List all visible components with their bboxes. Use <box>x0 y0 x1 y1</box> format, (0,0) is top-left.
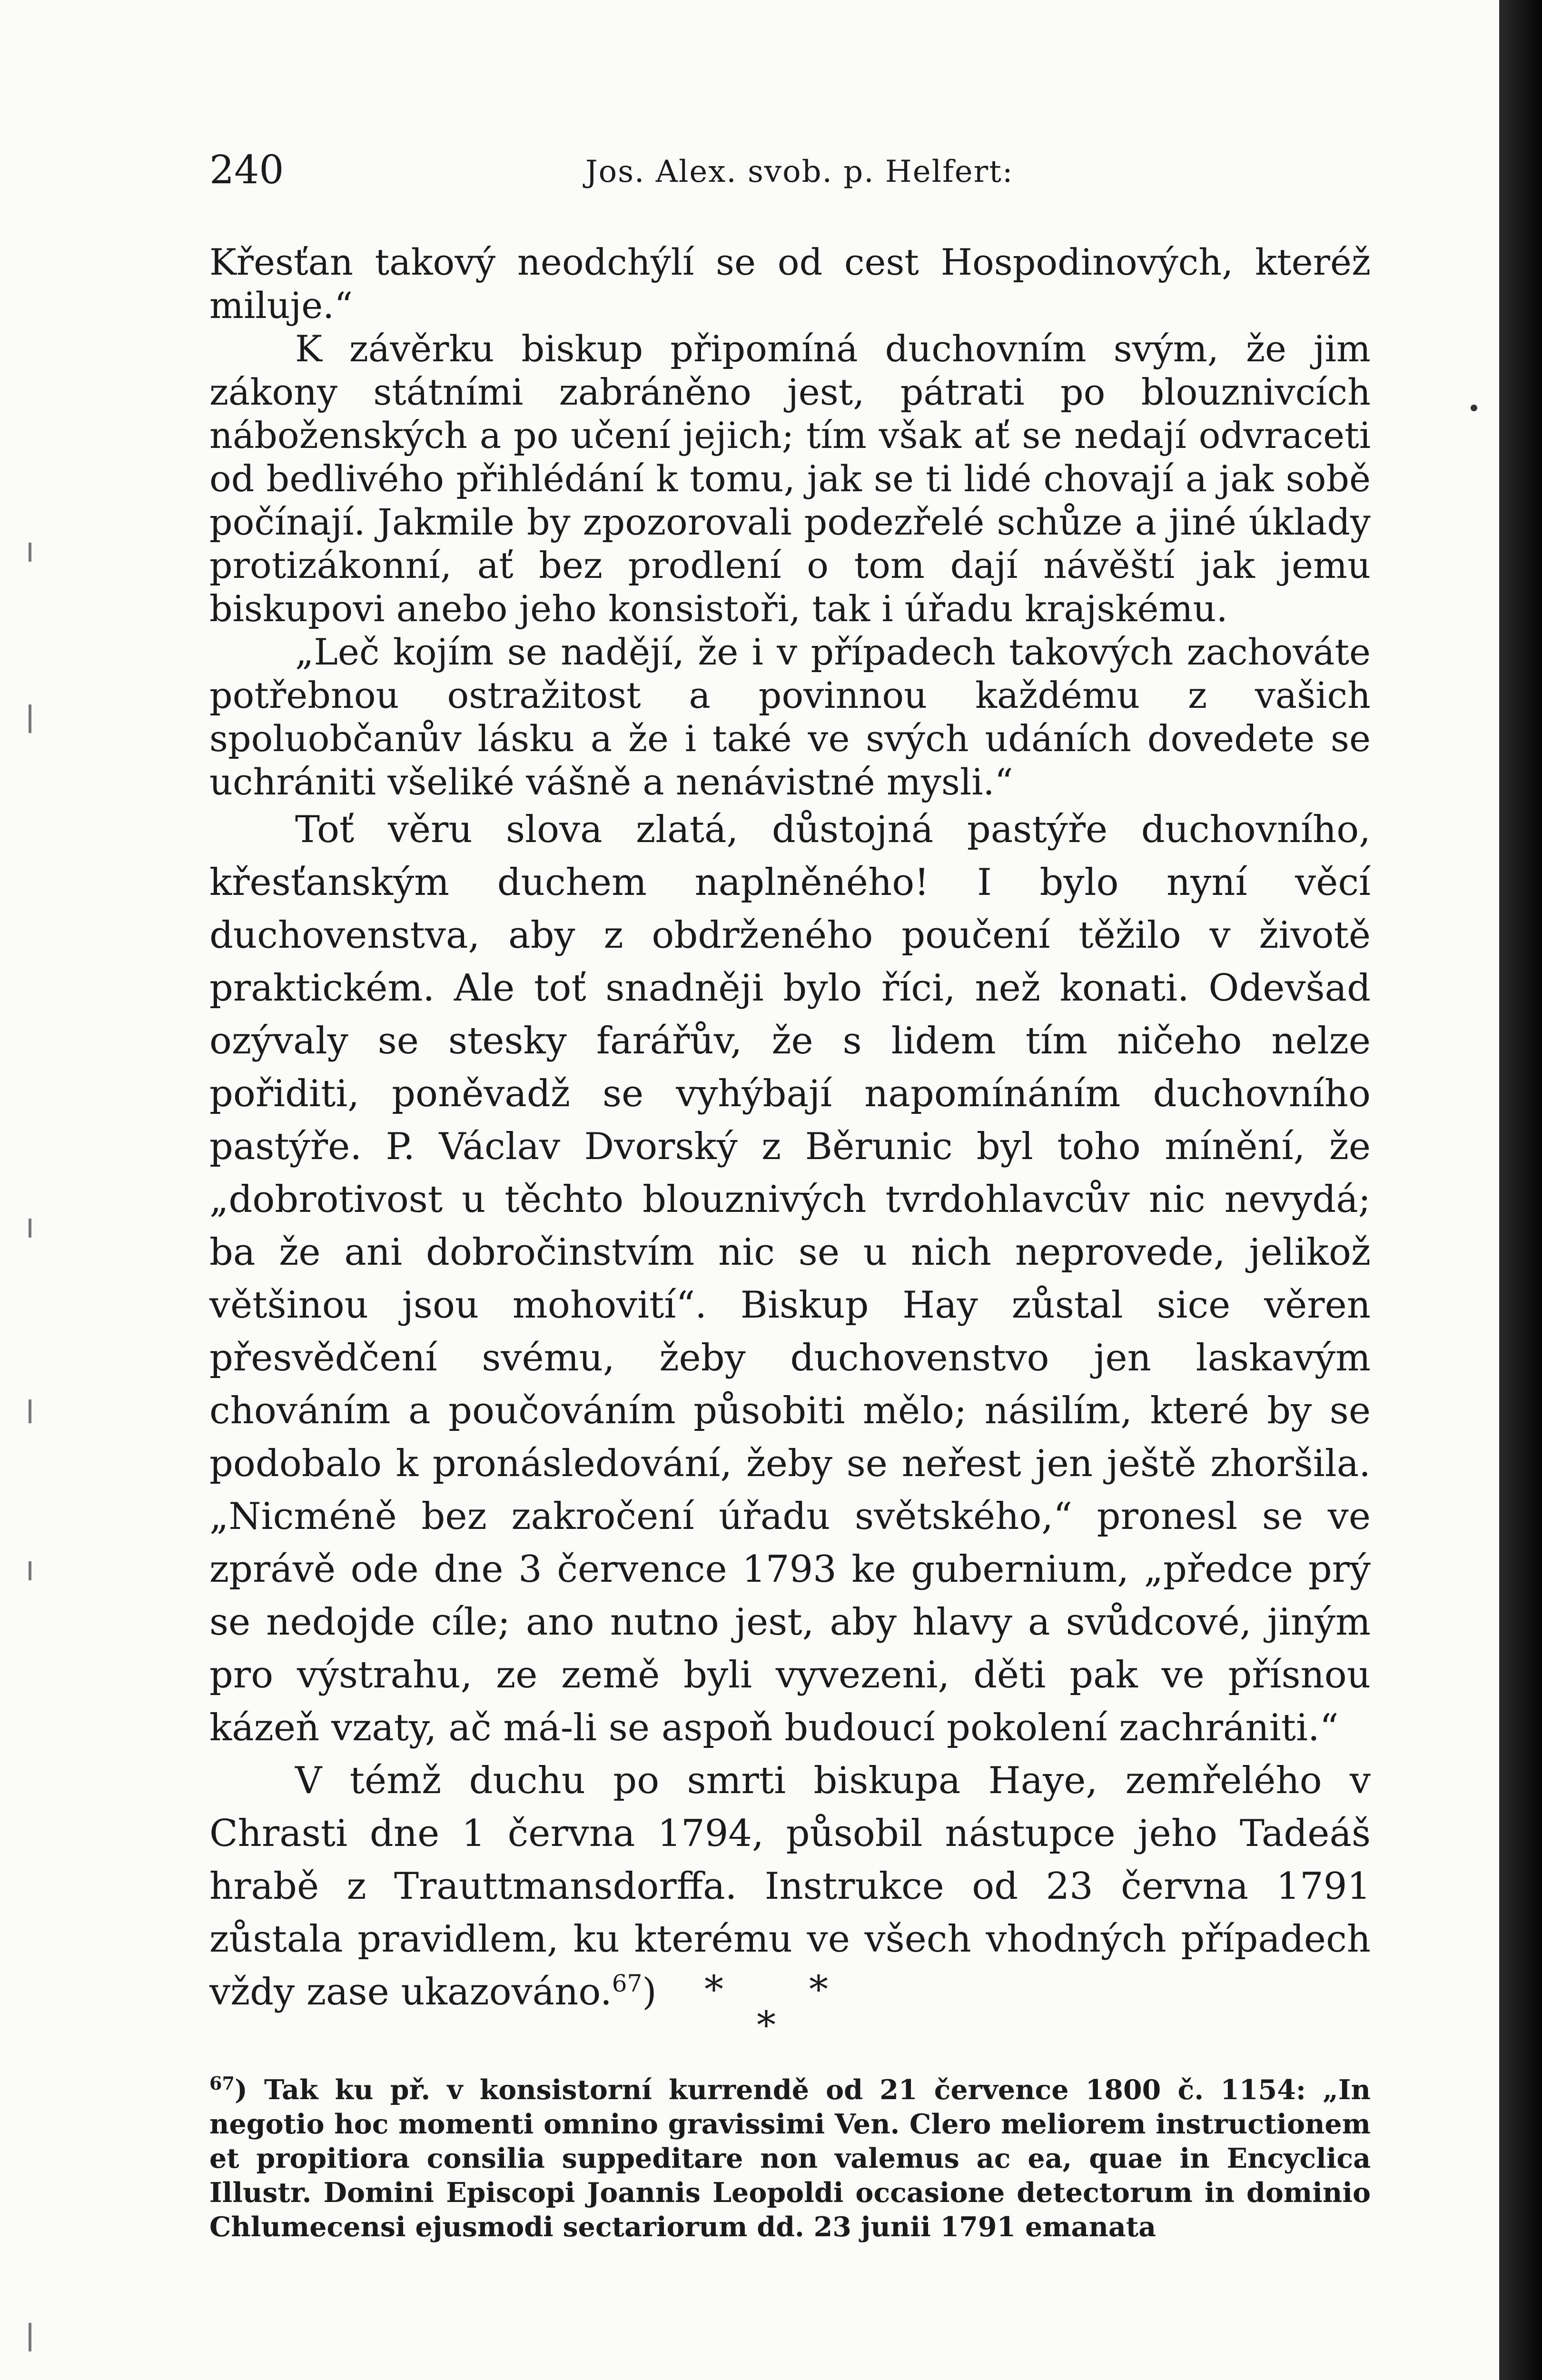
section-break <box>685 1961 847 2047</box>
margin-mark <box>29 543 31 562</box>
asterisk-icon: * <box>809 1967 828 2012</box>
paragraph: „Leč kojím se nadějí, že i v případech takových zachováte potřebnou ostražitost a povinnou každému z vašich spoluobčanův lásku a že i také ve svých udáních dovedete se uchrániti všeliké vášně a nenávistné mysli.“ <box>209 631 1371 803</box>
margin-mark <box>29 704 31 733</box>
asterisk-icon: * <box>704 1967 723 2012</box>
page-body <box>209 240 1371 2019</box>
book-spine <box>1499 0 1542 2380</box>
asterisk-icon: * <box>757 2003 776 2047</box>
page-number: 240 <box>209 148 284 193</box>
footnote-reference: 67 <box>612 1970 642 1997</box>
edge-dot <box>1471 405 1477 411</box>
margin-mark <box>29 1399 31 1423</box>
margin-mark <box>29 1561 31 1580</box>
footnote-marker: 67 <box>209 2073 235 2094</box>
footnote-paragraph <box>209 2073 1371 2244</box>
page-header <box>209 148 1371 200</box>
footnote <box>209 2073 1371 2244</box>
margin-mark <box>29 2323 31 2351</box>
quoted-section <box>209 240 1371 803</box>
running-head: Jos. Alex. svob. p. Helfert: <box>585 154 1014 189</box>
paragraph: Křesťan takový neodchýlí se od cest Hospodinových, kteréž miluje.“ <box>209 241 1371 327</box>
footnote-ref-close: ) <box>642 1971 657 2013</box>
margin-mark <box>29 1219 31 1238</box>
main-section <box>209 803 1371 2019</box>
footnote-text: ) Tak ku př. v konsistorní kurrendě od 21 července 1800 č. 1154: „In negotio hoc momenti omnino gravissimi Ven. Clero meliorem instructionem et propitiora consilia suppeditare non valemus ac ea, quae in Encyclica Illustr. Domini Episcopi Joannis Leopoldi occasione detectorum in dominio Chlumecensi ejusmodi sectariorum dd. 23 junii 1791 emanata <box>209 2074 1371 2243</box>
paragraph: K závěrku biskup připomíná duchovním svým, že jim zákony státními zabráněno jest, pátrati po blouznivcích náboženských a po učení jejich; tím však ať se nedají odvraceti od bedlivého přihlédání k tomu, jak se ti lidé chovají a jak sobě počínají. Jakmile by zpozorovali podezřelé schůze a jiné úklady protizákonní, ať bez prodlení o tom dají návěští jak jemu biskupovi anebo jeho konsistoři, tak i úřadu krajskému. <box>209 327 1371 630</box>
paragraph: Toť věru slova zlatá, důstojná pastýře duchovního, křesťanským duchem naplněného! I bylo nyní věcí duchovenstva, aby z obdrženého poučení těžilo v životě praktickém. Ale toť snadněji bylo říci, než konati. Odevšad ozývaly se stesky farářův, že s lidem tím ničeho nelze pořiditi, poněvadž se vyhýbají napomínáním duchovního pastýře. P. Václav Dvorský z Běrunic byl toho mínění, že „dobrotivost u těchto blouznivých tvrdohlavcův nic nevydá; ba že ani dobročinstvím nic se u nich neprovede, jelikož většinou jsou mohovití“. Biskup Hay zůstal sice věren přesvědčení svému, žeby duchovenstvo jen laskavým chováním a poučováním působiti mělo; násilím, které by se podobalo k pronásledování, žeby se neřest jen ještě zhoršila. „Nicméně bez zakročení úřadu světského,“ pronesl se ve zprávě ode dne 3 července 1793 ke gubernium, „předce prý se nedojde cíle; ano nutno jest, aby hlavy a svůdcové, jiným pro výstrahu, ze země byli vyvezeni, děti pak ve přísnou kázeň vzaty, ač má-li se aspoň budoucí pokolení zachrániti.“ <box>209 808 1371 1749</box>
paragraph-text: V témž duchu po smrti biskupa Haye, zemřelého v Chrasti dne 1 června 1794, působil nástupce jeho Tadeáš hrabě z Trauttmansdorffa. Instrukce od 23 června 1791 zůstala pravidlem, ku kterému ve všech vhodných případech vždy zase ukazováno. <box>209 1759 1371 2013</box>
